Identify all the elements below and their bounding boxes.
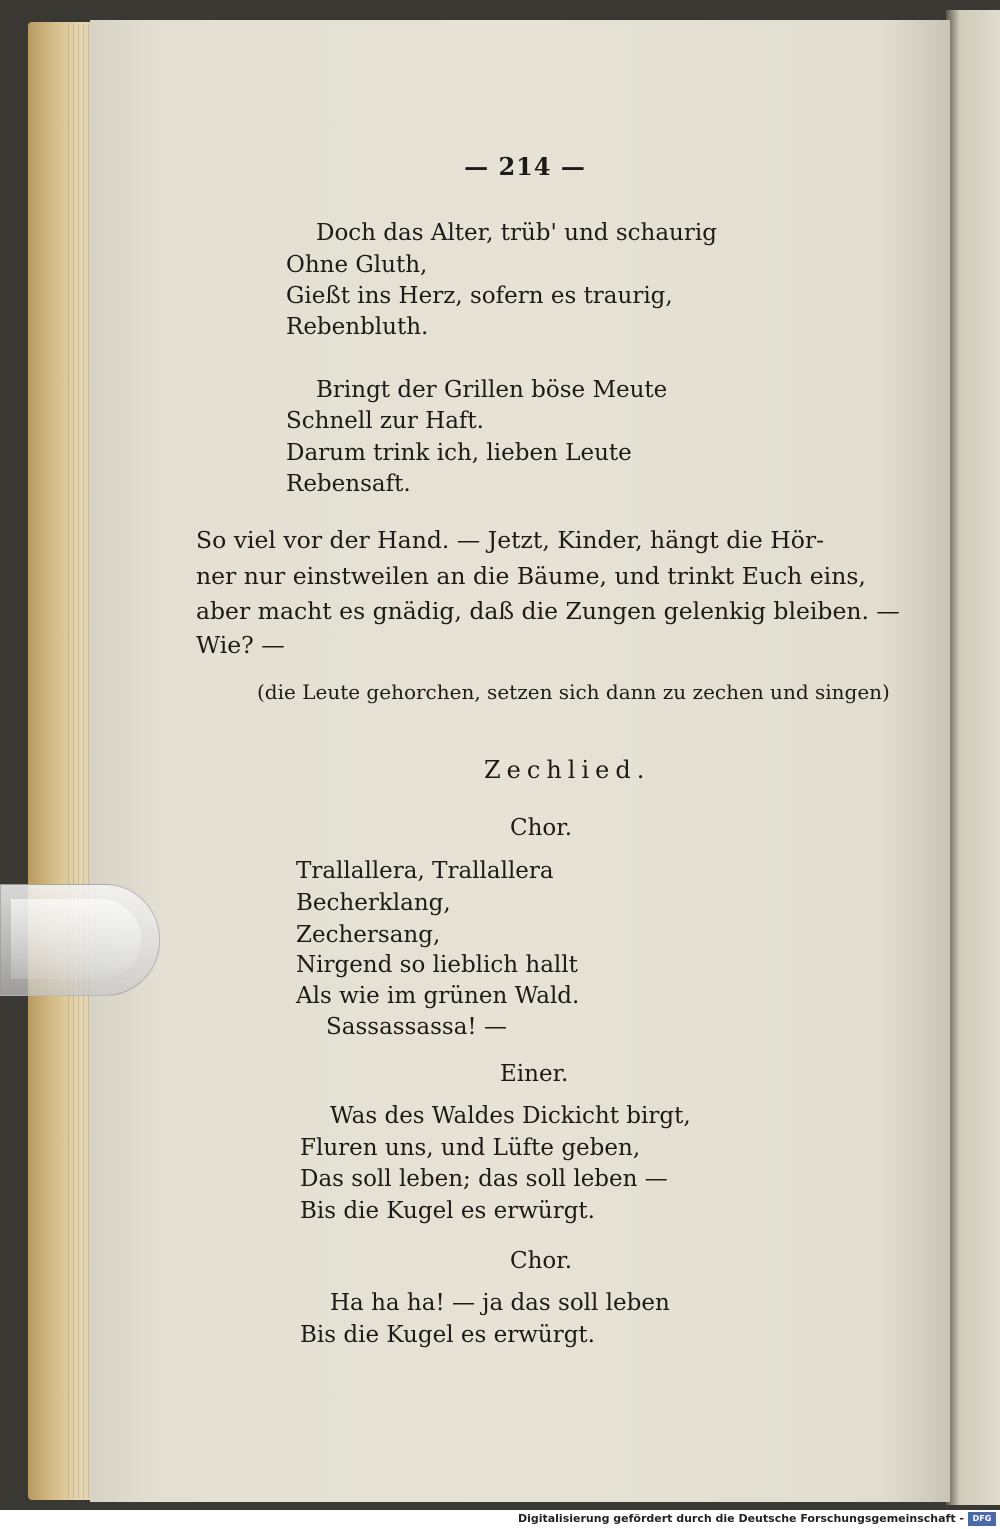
- verse-line: Gießt ins Herz, sofern es traurig,: [286, 283, 673, 309]
- dfg-logo: DFG: [968, 1512, 996, 1526]
- verse-line: Sassassassa! —: [326, 1014, 507, 1040]
- verse-line: Trallallera, Trallallera: [296, 858, 554, 884]
- verse-line: Rebenbluth.: [286, 314, 429, 340]
- verse-line: Ha ha ha! — ja das soll leben: [330, 1290, 670, 1316]
- footer-credit: Digitalisierung gefördert durch die Deutsche Forschungsgemeinschaft -: [517, 1512, 964, 1525]
- speaker-einer: Einer.: [500, 1061, 569, 1087]
- page-number: — 214 —: [464, 152, 586, 181]
- verse-line: Schnell zur Haft.: [286, 408, 484, 434]
- prose-line: aber macht es gnädig, daß die Zungen gelenkig bleiben. —: [196, 597, 900, 625]
- verse-line: Doch das Alter, trüb' und schaurig: [316, 220, 717, 246]
- verse-line: Was des Waldes Dickicht birgt,: [330, 1103, 691, 1129]
- verse-line: Bringt der Grillen böse Meute: [316, 377, 668, 403]
- verse-line: Nirgend so lieblich hallt: [296, 952, 578, 978]
- verse-line: Als wie im grünen Wald.: [296, 983, 580, 1009]
- verse-line: Rebensaft.: [286, 471, 411, 497]
- verse-line: Becherklang,: [296, 890, 451, 916]
- verse-line: Das soll leben; das soll leben —: [300, 1166, 668, 1192]
- prose-line: Wie? —: [196, 631, 285, 659]
- prose-line: ner nur einstweilen an die Bäume, und trinkt Euch eins,: [196, 562, 866, 590]
- page-clip-highlight: [11, 899, 141, 979]
- song-title: Zechlied.: [484, 756, 651, 784]
- page-clip: [0, 884, 160, 996]
- verse-line: Zechersang,: [296, 922, 441, 948]
- speaker-chor: Chor.: [510, 815, 573, 841]
- verse-line: Ohne Gluth,: [286, 252, 428, 278]
- stage-direction: (die Leute gehorchen, setzen sich dann zu zechen und singen): [257, 680, 890, 704]
- verse-line: Fluren uns, und Lüfte geben,: [300, 1135, 641, 1161]
- prose-line: So viel vor der Hand. — Jetzt, Kinder, hängt die Hör-: [196, 526, 825, 554]
- footer-bar: [0, 1510, 1000, 1529]
- verse-line: Darum trink ich, lieben Leute: [286, 440, 632, 466]
- verse-line: Bis die Kugel es erwürgt.: [300, 1198, 595, 1224]
- verse-line: Bis die Kugel es erwürgt.: [300, 1322, 595, 1348]
- speaker-chor: Chor.: [510, 1248, 573, 1274]
